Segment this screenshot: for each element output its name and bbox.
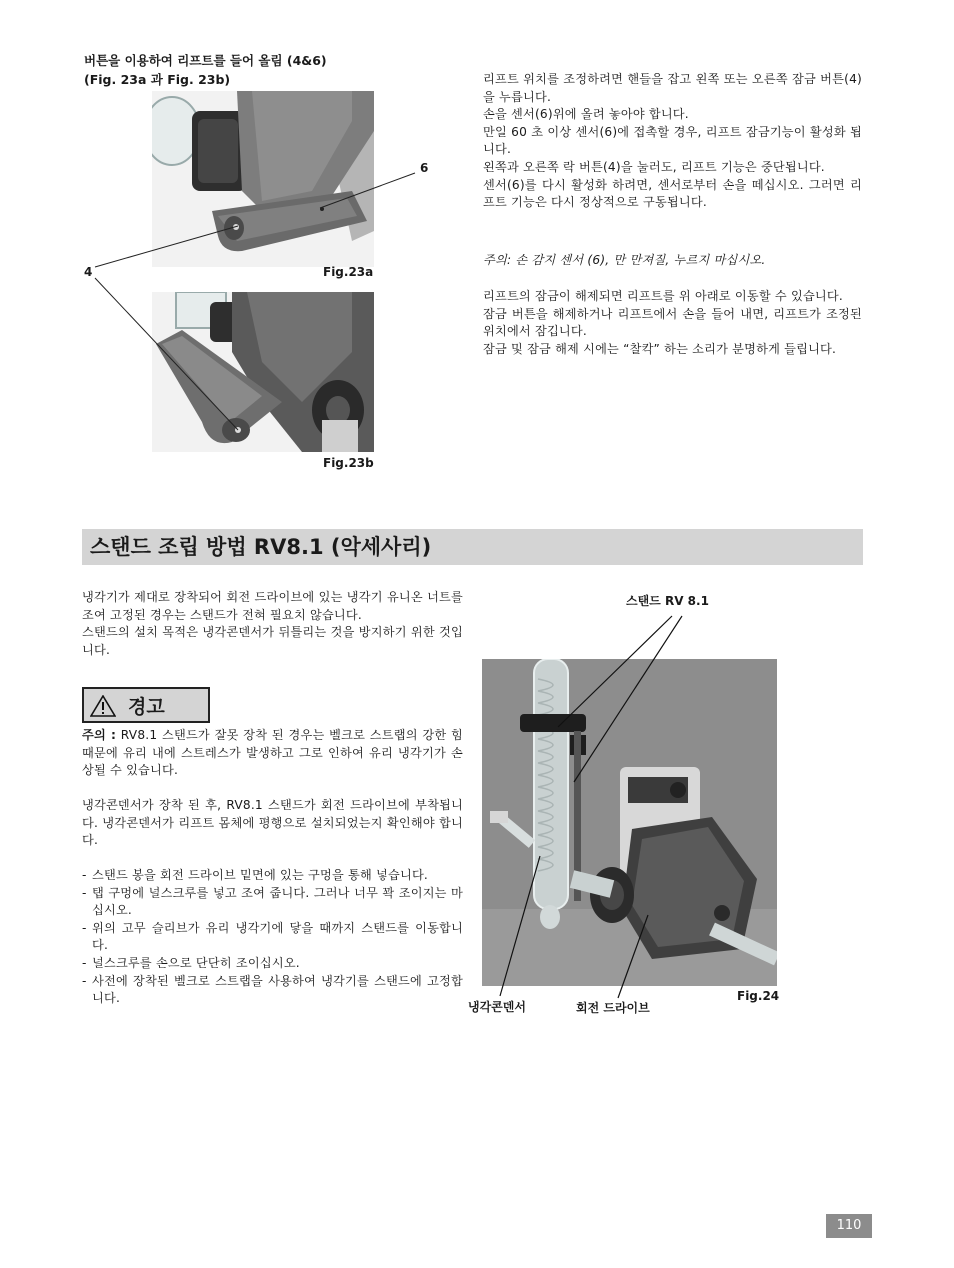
lift-para2-line: 리프트의 잠금이 해제되면 리프트를 위 아래로 이동할 수 있습니다.: [483, 289, 843, 303]
lift-para-line: 손을 센서(6)위에 올려 놓아야 합니다.: [483, 107, 689, 122]
label-4: 4: [84, 265, 93, 279]
lift-para-line: 왼쪽과 오른쪽 락 버튼(4)을 눌러도, 리프트 기능은 중단됩니다.: [483, 159, 825, 174]
lift-subheading: (Fig. 23a 과 Fig. 23b): [84, 72, 231, 87]
list-item: - 사전에 장착된 벨크로 스트랩을 사용하여 냉각기를 스탠드에 고정합니다.: [82, 973, 463, 1006]
section-title: 스탠드 조립 방법 RV8.1 (악세사리): [90, 535, 432, 559]
warning-label: 경고: [128, 696, 165, 718]
fig23a-caption: Fig.23a: [323, 265, 374, 279]
lift-para2-line: 잠금 버튼을 해제하거나 리프트에서 손을 들어 내면, 리프트가 조정된 위치에서 잠깁니다.: [483, 306, 862, 339]
caution-label: 주의 :: [82, 728, 117, 742]
list-item: - 탭 구멍에 널스크루를 넣고 조여 줍니다. 그러나 너무 꽉 조이지는 마십시오.: [82, 885, 463, 918]
fig24-label-stand: 스탠드 RV 8.1: [626, 594, 709, 608]
fig24-label-condenser: 냉각콘덴서: [468, 1000, 526, 1014]
lift-note: 주의: 손 감지 센서 (6), 만 만져질, 누르지 마십시오.: [483, 253, 766, 267]
lift-heading: 버튼을 이용하여 리프트를 들어 올림 (4&6): [84, 53, 327, 68]
label-6: 6: [420, 161, 429, 175]
stand-intro-line: 스탠드의 설치 목적은 냉각콘덴서가 뒤틀리는 것을 방지하기 위한 것입니다.: [82, 625, 463, 657]
caution-text: RV8.1 스탠드가 잘못 장착 된 경우는 벨크로 스트랩의 강한 힘 때문에 유리 내에 스트레스가 발생하고 그로 인하여 유리 냉각기가 손상될 수 있습니다.: [82, 728, 463, 778]
lift-para-line: 리프트 위치를 조정하려면 핸들을 잡고 왼쪽 또는 오른쪽 잠금 버튼(4)을 누릅니다.: [483, 72, 862, 104]
page-number: 110: [826, 1214, 872, 1238]
lift-para-line: 센서(6)를 다시 활성화 하려면, 센서로부터 손을 떼십시오. 그러면 리프트 기능은 다시 정상적으로 구동됩니다.: [483, 177, 862, 210]
fig24-caption: Fig.24: [737, 989, 780, 1003]
list-item: - 위의 고무 슬리브가 유리 냉각기에 닿을 때까지 스탠드를 이동합니다.: [82, 920, 463, 953]
lift-para2-line: 잠금 및 잠금 해제 시에는 “찰칵” 하는 소리가 분명하게 들립니다.: [483, 341, 837, 356]
lift-para-line: 만일 60 초 이상 센서(6)에 접촉할 경우, 리프트 잠금기능이 활성화 됩니다.: [483, 124, 862, 157]
list-item: - 스탠드 봉을 회전 드라이브 밑면에 있는 구멍을 통해 넣습니다.: [82, 868, 428, 882]
after-install-text: 냉각콘덴서가 장착 된 후, RV8.1 스탠드가 회전 드라이브에 부착됩니다. 냉각콘덴서가 리프트 몸체에 평행으로 설치되었는지 확인해야 합니다.: [82, 798, 463, 848]
fig24-label-drive: 회전 드라이브: [576, 1001, 650, 1015]
list-item: - 널스크루를 손으로 단단히 조이십시오.: [82, 955, 300, 970]
stand-intro-line: 냉각기가 제대로 장착되어 회전 드라이브에 있는 냉각기 유니온 너트를 조여 고정된 경우는 스탠드가 전혀 필요치 않습니다.: [82, 590, 463, 622]
fig23b-caption: Fig.23b: [323, 456, 374, 470]
